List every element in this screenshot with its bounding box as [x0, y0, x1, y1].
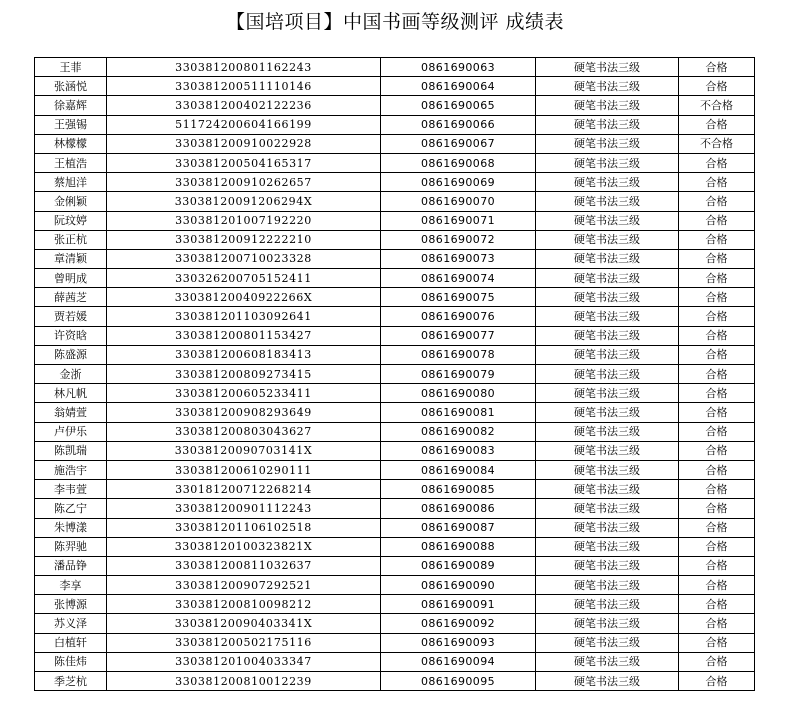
result-cell: 合格 — [679, 614, 755, 633]
table-row — [35, 326, 755, 345]
exam-number-cell: 0861690084 — [381, 460, 536, 479]
student-name-cell: 金俐颖 — [35, 192, 107, 211]
table-row — [35, 403, 755, 422]
exam-number-cell: 0861690072 — [381, 230, 536, 249]
id-number-cell: 330381200910262657 — [107, 173, 381, 192]
student-name-cell: 许资晗 — [35, 326, 107, 345]
table-row — [35, 230, 755, 249]
table-row — [35, 499, 755, 518]
id-number-cell: 330181200712268214 — [107, 480, 381, 499]
level-cell: 硬笔书法三级 — [536, 58, 679, 77]
table-row — [35, 460, 755, 479]
student-name-cell: 白植轩 — [35, 633, 107, 652]
result-cell: 合格 — [679, 288, 755, 307]
level-cell: 硬笔书法三级 — [536, 652, 679, 671]
level-cell: 硬笔书法三级 — [536, 403, 679, 422]
table-row — [35, 652, 755, 671]
level-cell: 硬笔书法三级 — [536, 480, 679, 499]
level-cell: 硬笔书法三级 — [536, 365, 679, 384]
result-cell: 合格 — [679, 441, 755, 460]
student-name-cell: 施浩宇 — [35, 460, 107, 479]
id-number-cell: 330381201007192220 — [107, 211, 381, 230]
level-cell: 硬笔书法三级 — [536, 672, 679, 691]
exam-number-cell: 0861690082 — [381, 422, 536, 441]
exam-number-cell: 0861690083 — [381, 441, 536, 460]
score-table-body — [35, 58, 755, 691]
table-row — [35, 345, 755, 364]
student-name-cell: 金浙 — [35, 365, 107, 384]
exam-number-cell: 0861690081 — [381, 403, 536, 422]
level-cell: 硬笔书法三级 — [536, 614, 679, 633]
student-name-cell: 陈羿驰 — [35, 537, 107, 556]
student-name-cell: 陈乙宁 — [35, 499, 107, 518]
id-number-cell: 330381200901112243 — [107, 499, 381, 518]
level-cell: 硬笔书法三级 — [536, 345, 679, 364]
result-cell: 合格 — [679, 576, 755, 595]
score-table — [34, 57, 755, 691]
student-name-cell: 林凡帆 — [35, 384, 107, 403]
result-cell: 合格 — [679, 115, 755, 134]
id-number-cell: 330381200608183413 — [107, 345, 381, 364]
id-number-cell: 33038120040922266X — [107, 288, 381, 307]
level-cell: 硬笔书法三级 — [536, 633, 679, 652]
student-name-cell: 朱博漾 — [35, 518, 107, 537]
level-cell: 硬笔书法三级 — [536, 153, 679, 172]
id-number-cell: 33038120091206294X — [107, 192, 381, 211]
id-number-cell: 330381200610290111 — [107, 460, 381, 479]
result-cell: 合格 — [679, 173, 755, 192]
student-name-cell: 张博源 — [35, 595, 107, 614]
level-cell: 硬笔书法三级 — [536, 211, 679, 230]
table-row — [35, 249, 755, 268]
table-row — [35, 633, 755, 652]
level-cell: 硬笔书法三级 — [536, 173, 679, 192]
result-cell: 合格 — [679, 556, 755, 575]
student-name-cell: 陈凯瑞 — [35, 441, 107, 460]
id-number-cell: 330381200511110146 — [107, 77, 381, 96]
exam-number-cell: 0861690065 — [381, 96, 536, 115]
exam-number-cell: 0861690085 — [381, 480, 536, 499]
exam-number-cell: 0861690064 — [381, 77, 536, 96]
exam-number-cell: 0861690067 — [381, 134, 536, 153]
id-number-cell: 330381200907292521 — [107, 576, 381, 595]
exam-number-cell: 0861690077 — [381, 326, 536, 345]
result-cell: 合格 — [679, 365, 755, 384]
exam-number-cell: 0861690075 — [381, 288, 536, 307]
student-name-cell: 李享 — [35, 576, 107, 595]
student-name-cell: 卢伊乐 — [35, 422, 107, 441]
result-cell: 合格 — [679, 77, 755, 96]
exam-number-cell: 0861690076 — [381, 307, 536, 326]
table-row — [35, 556, 755, 575]
table-row — [35, 288, 755, 307]
id-number-cell: 330381200908293649 — [107, 403, 381, 422]
level-cell: 硬笔书法三级 — [536, 307, 679, 326]
table-row — [35, 537, 755, 556]
result-cell: 合格 — [679, 153, 755, 172]
exam-number-cell: 0861690078 — [381, 345, 536, 364]
id-number-cell: 33038120100323821X — [107, 537, 381, 556]
result-cell: 合格 — [679, 249, 755, 268]
table-row — [35, 441, 755, 460]
exam-number-cell: 0861690092 — [381, 614, 536, 633]
level-cell: 硬笔书法三级 — [536, 595, 679, 614]
result-cell: 合格 — [679, 672, 755, 691]
result-cell: 合格 — [679, 652, 755, 671]
level-cell: 硬笔书法三级 — [536, 537, 679, 556]
table-row — [35, 173, 755, 192]
level-cell: 硬笔书法三级 — [536, 230, 679, 249]
id-number-cell: 330381201103092641 — [107, 307, 381, 326]
result-cell: 合格 — [679, 192, 755, 211]
result-cell: 合格 — [679, 460, 755, 479]
id-number-cell: 330381200502175116 — [107, 633, 381, 652]
table-row — [35, 672, 755, 691]
table-row — [35, 269, 755, 288]
result-cell: 合格 — [679, 403, 755, 422]
page-title: 【国培项目】中国书画等级测评 成绩表 — [225, 11, 565, 33]
id-number-cell: 330381200801153427 — [107, 326, 381, 345]
student-name-cell: 王强锡 — [35, 115, 107, 134]
id-number-cell: 330381200605233411 — [107, 384, 381, 403]
level-cell: 硬笔书法三级 — [536, 269, 679, 288]
result-cell: 合格 — [679, 422, 755, 441]
exam-number-cell: 0861690079 — [381, 365, 536, 384]
table-row — [35, 211, 755, 230]
result-cell: 合格 — [679, 230, 755, 249]
id-number-cell: 33038120090703141X — [107, 441, 381, 460]
exam-number-cell: 0861690071 — [381, 211, 536, 230]
table-row — [35, 614, 755, 633]
table-row — [35, 422, 755, 441]
level-cell: 硬笔书法三级 — [536, 518, 679, 537]
id-number-cell: 330381200504165317 — [107, 153, 381, 172]
id-number-cell: 330381200809273415 — [107, 365, 381, 384]
result-cell: 合格 — [679, 345, 755, 364]
level-cell: 硬笔书法三级 — [536, 249, 679, 268]
student-name-cell: 苏义泽 — [35, 614, 107, 633]
exam-number-cell: 0861690063 — [381, 58, 536, 77]
student-name-cell: 潘品铮 — [35, 556, 107, 575]
student-name-cell: 曾明成 — [35, 269, 107, 288]
result-cell: 不合格 — [679, 134, 755, 153]
student-name-cell: 季芝杭 — [35, 672, 107, 691]
exam-number-cell: 0861690087 — [381, 518, 536, 537]
result-cell: 合格 — [679, 480, 755, 499]
result-cell: 合格 — [679, 384, 755, 403]
table-row — [35, 115, 755, 134]
level-cell: 硬笔书法三级 — [536, 499, 679, 518]
exam-number-cell: 0861690090 — [381, 576, 536, 595]
level-cell: 硬笔书法三级 — [536, 288, 679, 307]
student-name-cell: 张正杭 — [35, 230, 107, 249]
result-cell: 合格 — [679, 537, 755, 556]
result-cell: 合格 — [679, 518, 755, 537]
exam-number-cell: 0861690069 — [381, 173, 536, 192]
id-number-cell: 330381200801162243 — [107, 58, 381, 77]
table-row — [35, 153, 755, 172]
student-name-cell: 王植浩 — [35, 153, 107, 172]
exam-number-cell: 0861690068 — [381, 153, 536, 172]
exam-number-cell: 0861690074 — [381, 269, 536, 288]
exam-number-cell: 0861690093 — [381, 633, 536, 652]
exam-number-cell: 0861690089 — [381, 556, 536, 575]
result-cell: 合格 — [679, 269, 755, 288]
table-row — [35, 192, 755, 211]
student-name-cell: 章清颖 — [35, 249, 107, 268]
level-cell: 硬笔书法三级 — [536, 134, 679, 153]
result-cell: 合格 — [679, 633, 755, 652]
level-cell: 硬笔书法三级 — [536, 77, 679, 96]
exam-number-cell: 0861690080 — [381, 384, 536, 403]
level-cell: 硬笔书法三级 — [536, 556, 679, 575]
id-number-cell: 330381200910022928 — [107, 134, 381, 153]
student-name-cell: 阮玟婷 — [35, 211, 107, 230]
exam-number-cell: 0861690088 — [381, 537, 536, 556]
table-row — [35, 576, 755, 595]
id-number-cell: 330381200810098212 — [107, 595, 381, 614]
exam-number-cell: 0861690070 — [381, 192, 536, 211]
level-cell: 硬笔书法三级 — [536, 441, 679, 460]
result-cell: 不合格 — [679, 96, 755, 115]
id-number-cell: 330381201004033347 — [107, 652, 381, 671]
id-number-cell: 330381200710023328 — [107, 249, 381, 268]
student-name-cell: 贾若媛 — [35, 307, 107, 326]
exam-number-cell: 0861690066 — [381, 115, 536, 134]
id-number-cell: 33038120090403341X — [107, 614, 381, 633]
table-row — [35, 384, 755, 403]
student-name-cell: 徐嘉辉 — [35, 96, 107, 115]
result-cell: 合格 — [679, 499, 755, 518]
result-cell: 合格 — [679, 595, 755, 614]
student-name-cell: 翁婧萱 — [35, 403, 107, 422]
student-name-cell: 李韦萱 — [35, 480, 107, 499]
level-cell: 硬笔书法三级 — [536, 576, 679, 595]
level-cell: 硬笔书法三级 — [536, 96, 679, 115]
id-number-cell: 330381200811032637 — [107, 556, 381, 575]
student-name-cell: 蔡旭洋 — [35, 173, 107, 192]
table-row — [35, 480, 755, 499]
id-number-cell: 330381200912222210 — [107, 230, 381, 249]
table-row — [35, 307, 755, 326]
student-name-cell: 林檬檬 — [35, 134, 107, 153]
id-number-cell: 511724200604166199 — [107, 115, 381, 134]
table-row — [35, 134, 755, 153]
exam-number-cell: 0861690095 — [381, 672, 536, 691]
level-cell: 硬笔书法三级 — [536, 384, 679, 403]
result-cell: 合格 — [679, 211, 755, 230]
result-cell: 合格 — [679, 326, 755, 345]
level-cell: 硬笔书法三级 — [536, 192, 679, 211]
id-number-cell: 330381200803043627 — [107, 422, 381, 441]
table-row — [35, 595, 755, 614]
level-cell: 硬笔书法三级 — [536, 326, 679, 345]
exam-number-cell: 0861690086 — [381, 499, 536, 518]
table-row — [35, 58, 755, 77]
table-row — [35, 96, 755, 115]
exam-number-cell: 0861690094 — [381, 652, 536, 671]
result-cell: 合格 — [679, 307, 755, 326]
exam-number-cell: 0861690091 — [381, 595, 536, 614]
result-cell: 合格 — [679, 58, 755, 77]
table-row — [35, 365, 755, 384]
student-name-cell: 陈佳炜 — [35, 652, 107, 671]
level-cell: 硬笔书法三级 — [536, 460, 679, 479]
id-number-cell: 330381200402122236 — [107, 96, 381, 115]
level-cell: 硬笔书法三级 — [536, 422, 679, 441]
student-name-cell: 薛茜芝 — [35, 288, 107, 307]
id-number-cell: 330326200705152411 — [107, 269, 381, 288]
exam-number-cell: 0861690073 — [381, 249, 536, 268]
table-row — [35, 77, 755, 96]
student-name-cell: 王菲 — [35, 58, 107, 77]
id-number-cell: 330381200810012239 — [107, 672, 381, 691]
student-name-cell: 张涵悦 — [35, 77, 107, 96]
table-row — [35, 518, 755, 537]
student-name-cell: 陈盛源 — [35, 345, 107, 364]
level-cell: 硬笔书法三级 — [536, 115, 679, 134]
id-number-cell: 330381201106102518 — [107, 518, 381, 537]
